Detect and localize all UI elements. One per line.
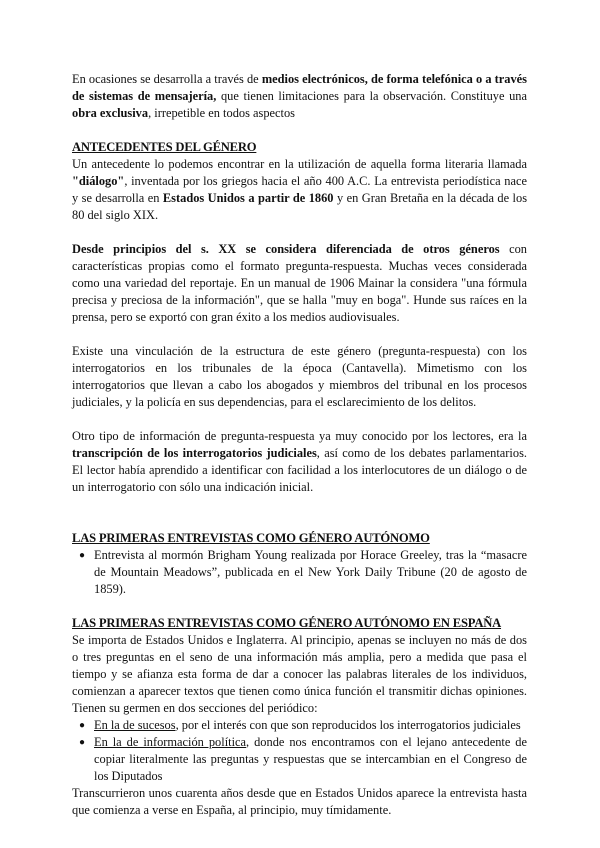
text-run: que tienen limitaciones para la observación. Constituye una xyxy=(216,89,527,103)
secciones-list xyxy=(72,717,527,785)
primeras-list xyxy=(72,547,527,598)
text-run: En ocasiones se desarrolla a través de xyxy=(72,72,262,86)
heading-primeras-espana: LAS PRIMERAS ENTREVISTAS COMO GÉNERO AUTÓNOMO EN ESPAÑA xyxy=(72,616,502,630)
bold-run: Estados Unidos a partir de 1860 xyxy=(162,191,334,205)
heading-antecedentes: ANTECEDENTES DEL GÉNERO xyxy=(72,140,257,154)
spacer xyxy=(72,513,527,530)
bold-run: transcripción de los interrogatorios judiciales xyxy=(72,446,317,460)
text-run: , irrepetible en todos aspectos xyxy=(148,106,295,120)
importa-paragraph: Se importa de Estados Unidos e Inglaterra. Al principio, apenas se incluyen no más de dos o tres preguntas en el seno de una información más amplia, pero a medida que pasa el tiempo y se afianza esta forma de dar a conocer las palabras literales de los individuos, comienzan a aparecer textos que tienen como única función el transmitir dichas opiniones. Tienen su germen en dos secciones del periódico: xyxy=(72,633,527,715)
text-run: con características propias como el formato pregunta-respuesta. Muchas veces considerada como una variedad del reportaje. En un manual de 1906 Mainar la considera "una fórmula precisa y preciosa de la información", que se halla "muy en boga". Hunde sus raíces en la prensa, pero se exportó con gran éxito a los medios audiovisuales. xyxy=(72,242,527,324)
bullet-icon: ● xyxy=(79,737,86,748)
intro-paragraph xyxy=(72,71,527,122)
list-item-text: , donde nos encontramos con el lejano antecedente de copiar literalmente las preguntas y respuestas que se intercambian en el Congreso de los Diputados xyxy=(94,735,528,783)
bold-run: medios electrónicos, de forma telefónica o a través de sistemas de mensajería, xyxy=(72,72,527,103)
text-run: , inventada por los griegos hacia el año 400 A.C. La entrevista periodística nace y se desarrolla en xyxy=(72,174,527,205)
text-run: y en Gran Bretaña en la década de los 80 del siglo XIX. xyxy=(72,191,528,222)
spacer xyxy=(72,411,527,428)
bullet-icon: ● xyxy=(79,720,86,731)
list-item xyxy=(72,547,527,598)
transcurrieron-paragraph: Transcurrieron unos cuarenta años desde que en Estados Unidos aparece la entrevista hasta que comienza a verse en España, al principio, muy tímidamente. xyxy=(72,786,527,817)
list-item-text: Entrevista al mormón Brigham Young realizada por Horace Greeley, tras la “masacre de Mountain Meadows”, publicada en el New York Daily Tribune (20 de agosto de 1859). xyxy=(94,548,527,596)
underlined-run: En la de información política xyxy=(94,735,247,749)
bullet-icon: ● xyxy=(79,550,86,561)
text-run: , así como de los debates parlamentarios. El lector había aprendido a identificar con facilidad a los interlocutores de un diálogo o de un interrogatorio con sólo una indicación inicial. xyxy=(72,446,527,494)
siglo-xx-paragraph xyxy=(72,241,527,326)
text-run: Otro tipo de información de pregunta-respuesta ya muy conocido por los lectores, era la xyxy=(72,429,527,443)
document-body xyxy=(72,71,527,819)
antecedentes-paragraph xyxy=(72,156,527,224)
list-item xyxy=(72,717,527,734)
bold-run: "diálogo" xyxy=(72,174,125,188)
underlined-run: En la de sucesos xyxy=(94,718,176,732)
list-item xyxy=(72,734,527,785)
text-run: Un antecedente lo podemos encontrar en la utilización de aquella forma literaria llamada xyxy=(72,157,527,171)
otro-tipo-paragraph xyxy=(72,428,527,496)
bold-run: Desde principios del s. XX se considera diferenciada de otros géneros xyxy=(72,242,500,256)
spacer xyxy=(72,122,527,139)
bold-run: obra exclusiva xyxy=(72,106,149,120)
spacer xyxy=(72,598,527,615)
spacer xyxy=(72,496,527,513)
spacer xyxy=(72,326,527,343)
spacer xyxy=(72,224,527,241)
vinculacion-paragraph: Existe una vinculación de la estructura de este género (pregunta-respuesta) con los interrogatorios en los tribunales de la época (Cantavella). Mimetismo con los interrogatorios que llevan a cabo los abogados y miembros del tribunal en los procesos judiciales, y la policía en sus dependencias, para el esclarecimiento de los delitos. xyxy=(72,344,527,409)
list-item-text: , por el interés con que son reproducidos los interrogatorios judiciales xyxy=(175,718,521,732)
heading-primeras-entrevistas: LAS PRIMERAS ENTREVISTAS COMO GÉNERO AUTÓNOMO xyxy=(72,531,430,545)
